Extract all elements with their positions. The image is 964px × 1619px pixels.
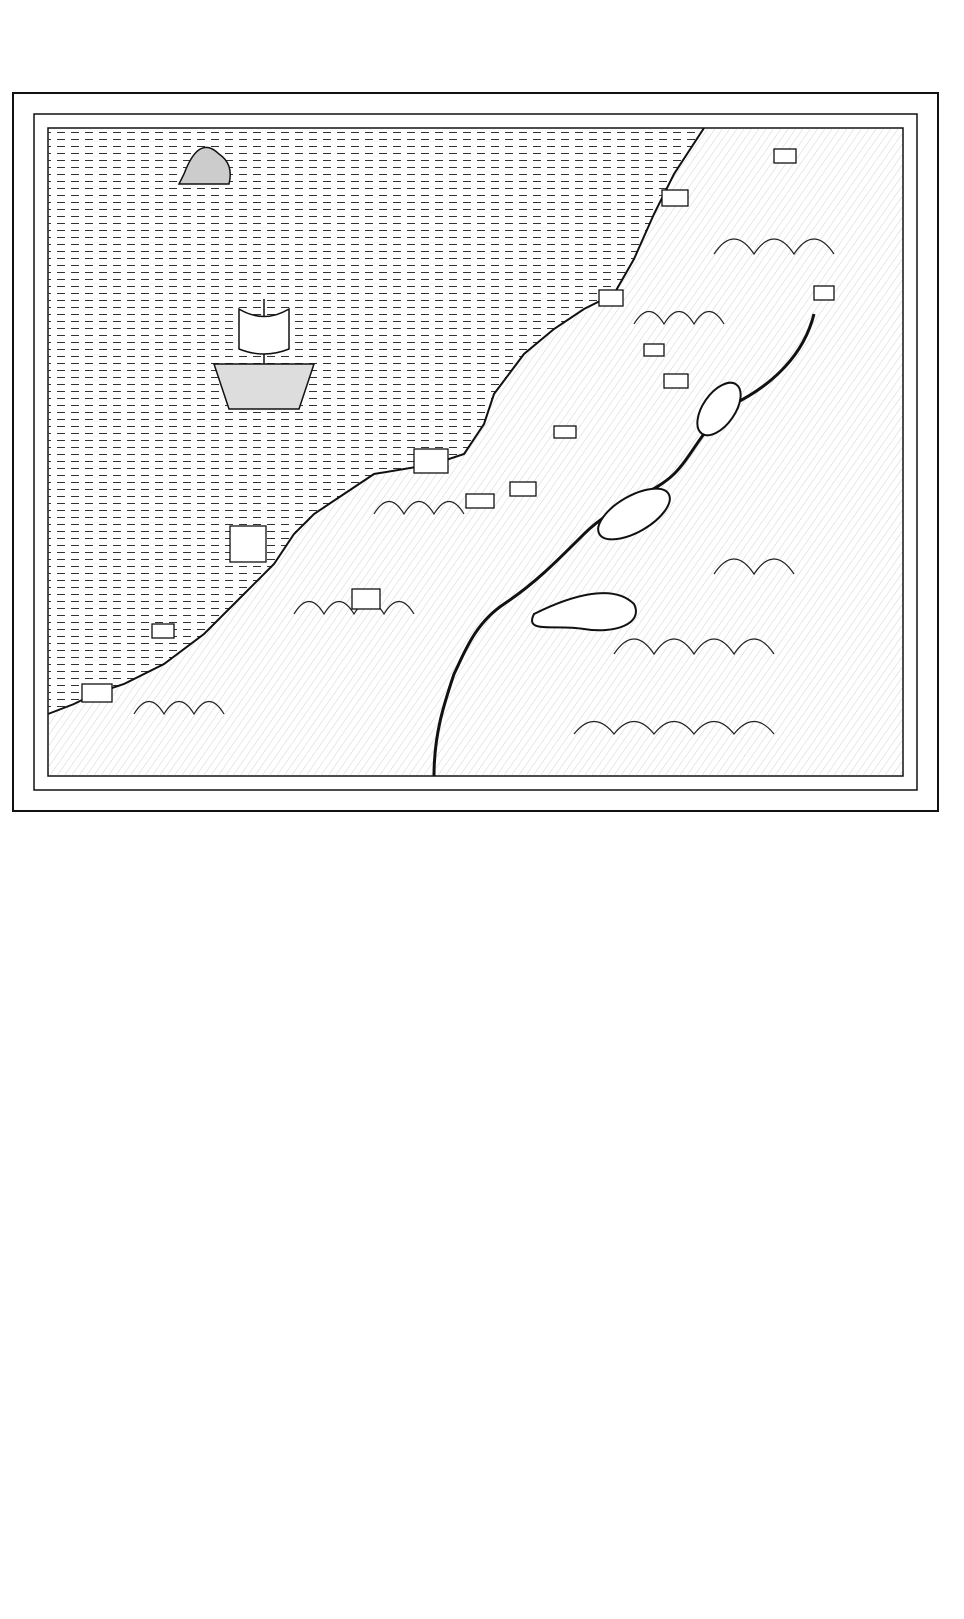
town-ptolem-icon: [599, 290, 623, 306]
town-samar-icon: [466, 494, 494, 508]
town-cana-icon: [644, 344, 664, 356]
map-frame: [12, 92, 939, 812]
map-canvas: [14, 94, 937, 810]
town-sidon-icon: [774, 149, 796, 163]
town-cesarea-icon: [414, 449, 448, 473]
town-ascalon-icon: [152, 624, 174, 638]
town-nazareth-icon: [664, 374, 688, 388]
town-ioppe-icon: [230, 526, 266, 562]
town-ierusalem-icon: [352, 589, 380, 609]
town-sichar-icon: [510, 482, 536, 496]
town-cesarea-philip-icon: [814, 286, 834, 300]
town-gaza-icon: [82, 684, 112, 702]
town-tir-icon: [662, 190, 688, 206]
town-nam-icon: [554, 426, 576, 438]
